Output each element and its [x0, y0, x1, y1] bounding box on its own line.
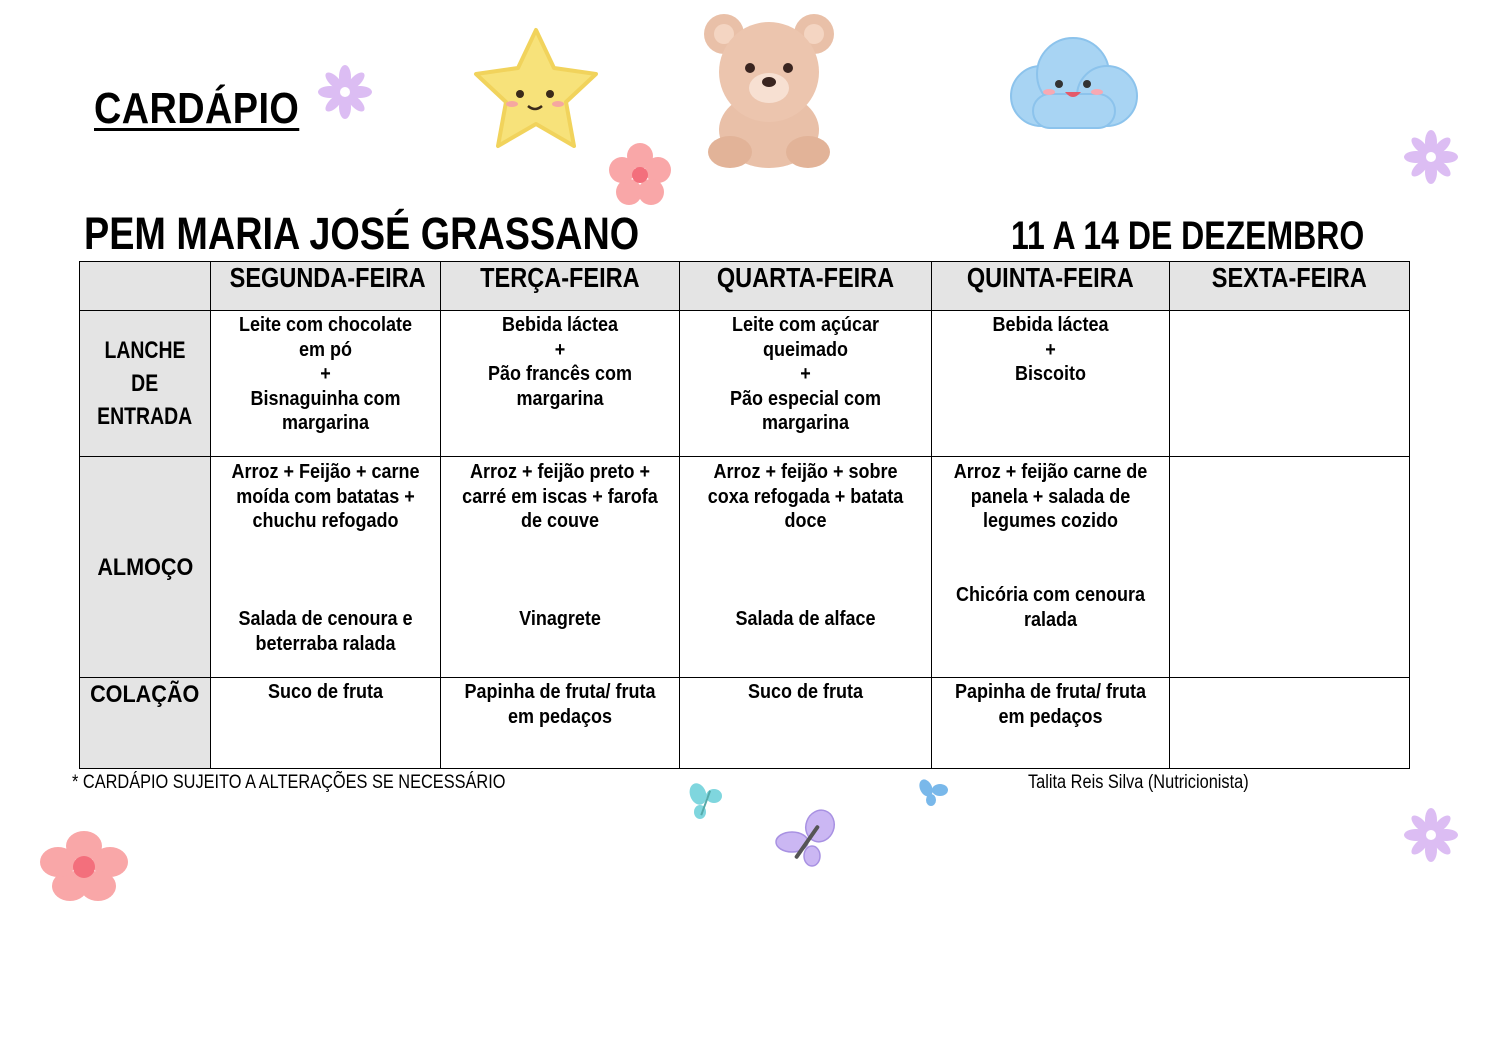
butterfly-icon	[916, 776, 950, 810]
corner-cell	[80, 262, 211, 311]
colacao-monday: Suco de fruta	[211, 678, 441, 769]
butterfly-icon	[686, 782, 726, 822]
lanche-friday	[1170, 311, 1410, 457]
almoco-tuesday: Arroz + feijão preto + carré em iscas + farofa de couve Vinagrete	[441, 457, 680, 678]
day-header-monday: SEGUNDA-FEIRA	[211, 262, 441, 311]
day-header-thursday: QUINTA-FEIRA	[932, 262, 1170, 311]
day-header-wednesday: QUARTA-FEIRA	[680, 262, 932, 311]
row-label-almoco: ALMOÇO	[80, 457, 211, 678]
day-header-tuesday: TERÇA-FEIRA	[441, 262, 680, 311]
school-name: PEM MARIA JOSÉ GRASSANO	[84, 208, 640, 259]
date-range: 11 A 14 DE DEZEMBRO	[1011, 214, 1365, 258]
day-header-friday: SEXTA-FEIRA	[1170, 262, 1410, 311]
lanche-thursday: Bebida láctea + Biscoito	[932, 311, 1170, 457]
colacao-wednesday: Suco de fruta	[680, 678, 932, 769]
almoco-wednesday: Arroz + feijão + sobre coxa refogada + batata doce Salada de alface	[680, 457, 932, 678]
lilac-flower-icon	[318, 65, 372, 119]
menu-table	[79, 261, 1410, 769]
pink-flower-icon	[40, 830, 128, 902]
page-title: CARDÁPIO	[94, 84, 300, 133]
colacao-thursday: Papinha de fruta/ fruta em pedaços	[932, 678, 1170, 769]
lilac-flower-icon	[1404, 808, 1458, 862]
butterfly-icon	[774, 808, 840, 870]
table-row-almoco	[80, 457, 1410, 678]
star-icon	[470, 24, 602, 154]
colacao-friday	[1170, 678, 1410, 769]
row-label-lanche: LANCHE DE ENTRADA	[80, 311, 211, 457]
almoco-thursday: Arroz + feijão carne de panela + salada de legumes cozido Chicória com cenoura ralada	[932, 457, 1170, 678]
teddy-bear-icon	[700, 10, 838, 170]
almoco-friday	[1170, 457, 1410, 678]
table-row-colacao	[80, 678, 1410, 769]
almoco-monday: Arroz + Feijão + carne moída com batatas + chuchu refogado Salada de cenoura e beterraba ralada	[211, 457, 441, 678]
table-row-lanche	[80, 311, 1410, 457]
row-label-colacao: COLAÇÃO	[80, 678, 211, 769]
colacao-tuesday: Papinha de fruta/ fruta em pedaços	[441, 678, 680, 769]
table-header-row	[80, 262, 1410, 311]
cloud-icon	[1003, 34, 1143, 138]
footnote: * CARDÁPIO SUJEITO A ALTERAÇÕES SE NECESSÁRIO	[72, 772, 506, 793]
lanche-tuesday: Bebida láctea + Pão francês com margarina	[441, 311, 680, 457]
nutritionist-signature: Talita Reis Silva (Nutricionista)	[1028, 772, 1249, 793]
lilac-flower-icon	[1404, 130, 1458, 184]
pink-flower-icon	[608, 142, 672, 208]
lanche-wednesday: Leite com açúcar queimado + Pão especial com margarina	[680, 311, 932, 457]
lanche-monday: Leite com chocolate em pó + Bisnaguinha com margarina	[211, 311, 441, 457]
